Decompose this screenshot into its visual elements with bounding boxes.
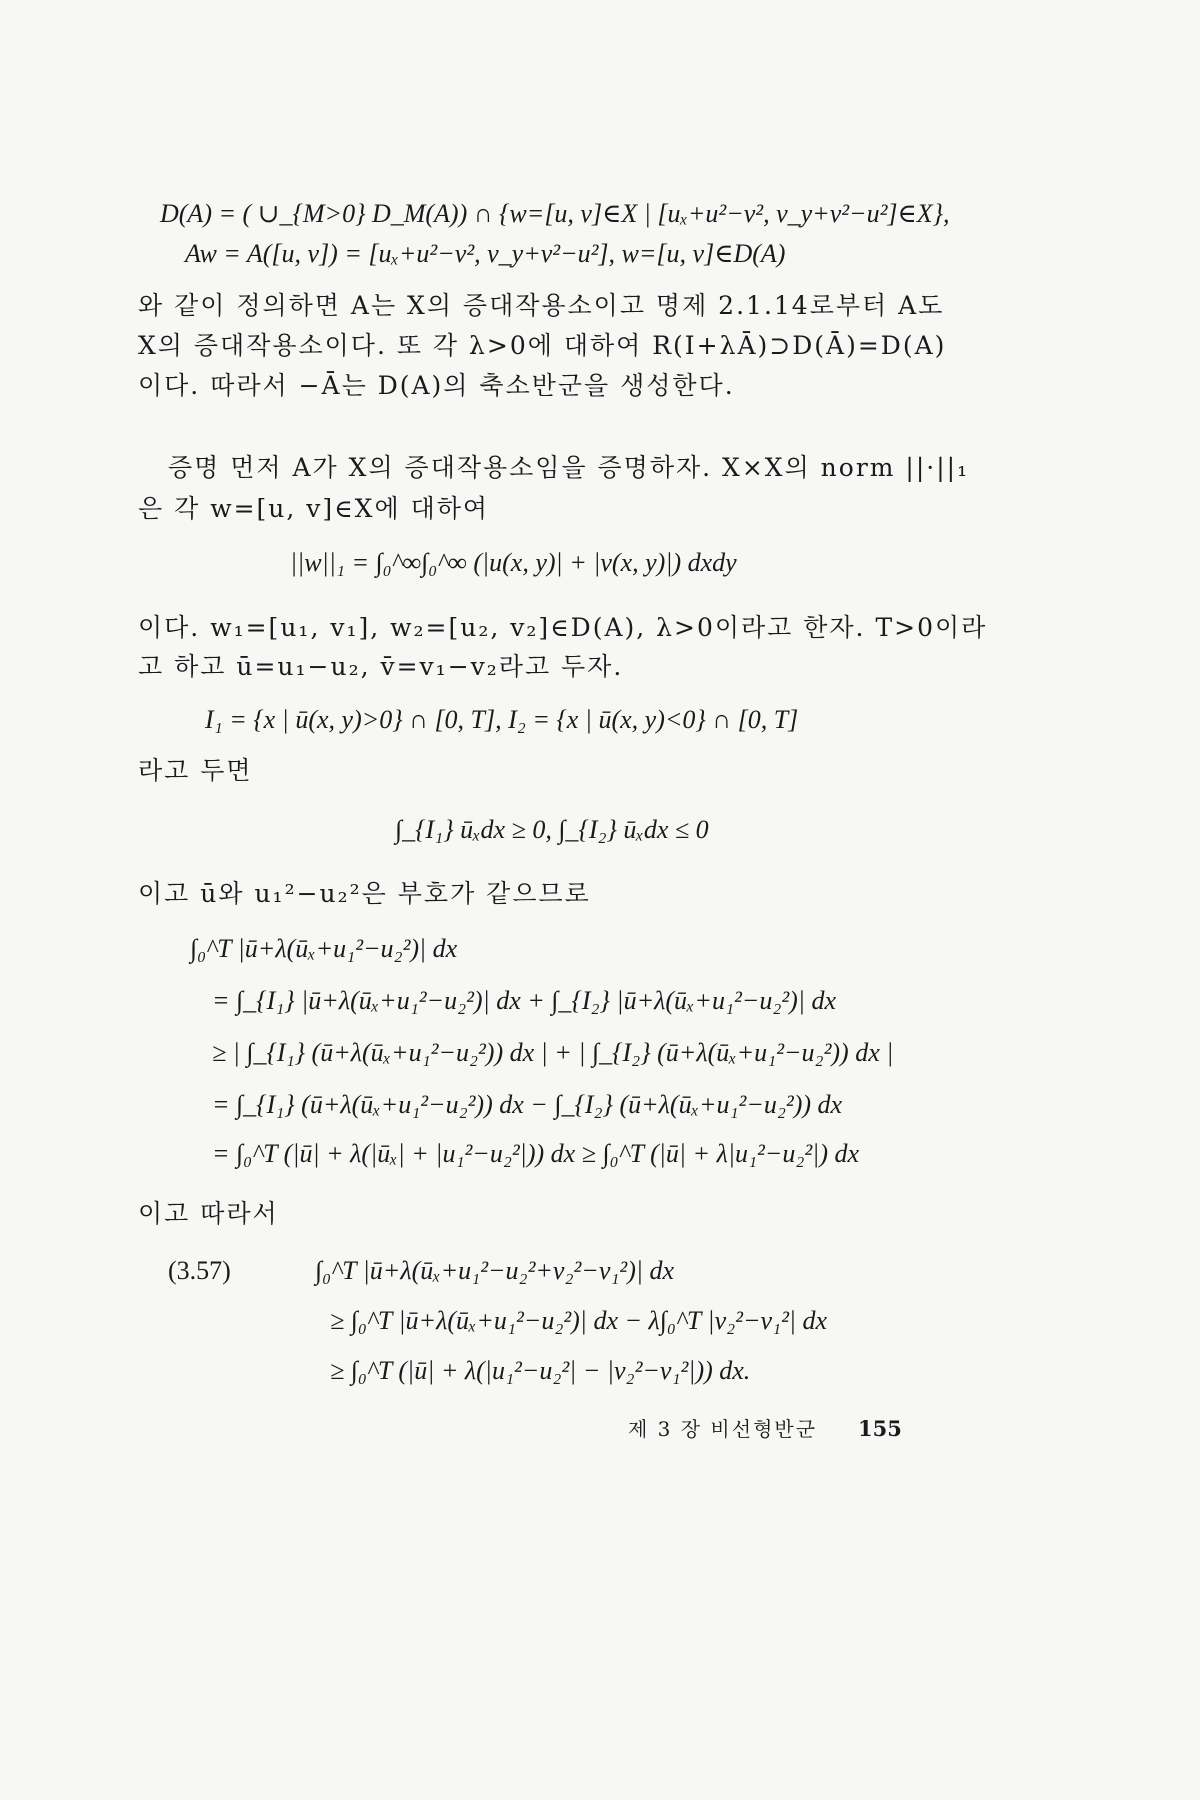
equation-3-57-line-2: ≥ ∫₀^T |ū+λ(ūₓ+u₁²−u₂²)| dx − λ∫₀^T |v₂²−v₁²| dx [330, 1306, 828, 1335]
chain-line-4: = ∫_{I₁} (ū+λ(ūₓ+u₁²−u₂²)) dx − ∫_{I₂} (ū+λ(ūₓ+u₁²−u₂²)) dx [212, 1090, 843, 1119]
chain-line-5: = ∫₀^T (|ū| + λ(|ūₓ| + |u₁²−u₂²|)) dx ≥ ∫₀^T (|ū| + λ|u₁²−u₂²|) dx [212, 1139, 860, 1168]
chain-line-2: = ∫_{I₁} |ū+λ(ūₓ+u₁²−u₂²)| dx + ∫_{I₂} |ū+λ(ūₓ+u₁²−u₂²)| dx [212, 986, 837, 1015]
norm-equation: ||w||₁ = ∫₀^∞∫₀^∞ (|u(x, y)| + |v(x, y)|) dxdy [290, 548, 737, 577]
chapter-running-footer: 제 3 장 비선형반군 [628, 1417, 818, 1441]
paragraph-1-line-2: X의 증대작용소이다. 또 각 λ>0에 대하여 R(I+λĀ)⊃D(Ā)=D(A) [138, 331, 947, 360]
proof-line-2: 은 각 w=[u, v]∈X에 대하여 [138, 494, 490, 523]
paragraph-2-line-2: 고 하고 ū=u₁−u₂, v̄=v₁−v₂라고 두자. [138, 652, 624, 681]
equation-3-57-line-3: ≥ ∫₀^T (|ū| + λ(|u₁²−u₂²| − |v₂²−v₁²|)) dx. [330, 1356, 751, 1385]
paragraph-1-line-1: 와 같이 정의하면 A는 X의 증대작용소이고 명제 2.1.14로부터 A도 [138, 291, 945, 320]
equation-number-3-57: (3.57) [168, 1256, 231, 1285]
proof-line-1: 증명 먼저 A가 X의 증대작용소임을 증명하자. X×X의 norm ||·||₁ [168, 453, 970, 482]
paragraph-5: 이고 따라서 [138, 1199, 279, 1228]
sets-equation: I₁ = {x | ū(x, y)>0} ∩ [0, T], I₂ = {x | ū(x, y)<0} ∩ [0, T] [205, 705, 799, 734]
equation-3-57-line-1: ∫₀^T |ū+λ(ūₓ+u₁²−u₂²+v₂²−v₁²)| dx [315, 1256, 675, 1285]
page-number: 155 [858, 1416, 902, 1441]
paragraph-2-line-1: 이다. w₁=[u₁, v₁], w₂=[u₂, v₂]∈D(A), λ>0이라고 한자. T>0이라 [138, 613, 988, 642]
chain-line-3: ≥ | ∫_{I₁} (ū+λ(ūₓ+u₁²−u₂²)) dx | + | ∫_{I₂} (ū+λ(ūₓ+u₁²−u₂²)) dx | [212, 1038, 894, 1067]
paragraph-3: 라고 두면 [138, 756, 253, 785]
paragraph-4: 이고 ū와 u₁²−u₂²은 부호가 같으므로 [138, 879, 591, 908]
definition-line-1: D(A) = ( ∪_{M>0} D_M(A)) ∩ {w=[u, v]∈X | [uₓ+u²−v², v_y+v²−u²]∈X}, [160, 199, 950, 228]
definition-line-2: Aw = A([u, v]) = [uₓ+u²−v², v_y+v²−u²], w=[u, v]∈D(A) [185, 239, 786, 268]
paragraph-1-line-3: 이다. 따라서 −Ā는 D(A)의 축소반군을 생성한다. [138, 371, 735, 400]
integral-sign-inequality: ∫_{I₁} ūₓdx ≥ 0, ∫_{I₂} ūₓdx ≤ 0 [395, 815, 709, 844]
chain-line-1: ∫₀^T |ū+λ(ūₓ+u₁²−u₂²)| dx [190, 934, 458, 963]
